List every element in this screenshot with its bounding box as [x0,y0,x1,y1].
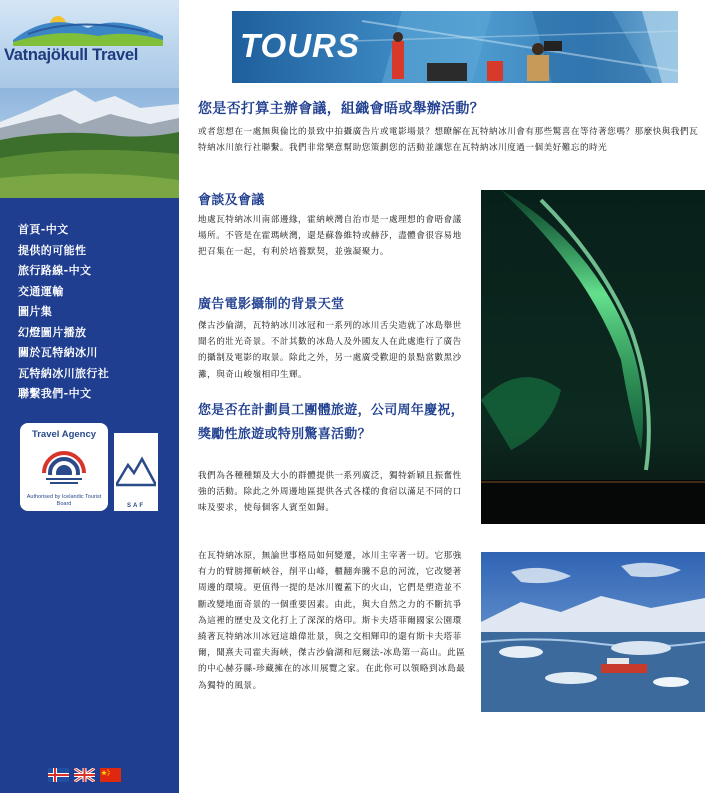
nav-item-home[interactable]: 首頁-中文 [18,223,69,236]
travel-agency-badge-subtitle: Authorised by Icelandic Tourist Board [26,494,102,507]
nav-item-gallery[interactable]: 圖片集 [18,305,53,318]
nav-item-contact[interactable]: 聯繫我們-中文 [18,387,92,400]
iceland-flag-icon[interactable] [48,768,69,782]
film-title: 廣告電影攝制的背景天堂 [198,297,345,312]
nav-item-possibilities[interactable]: 提供的可能性 [18,243,87,257]
language-flags [48,768,121,782]
intro-title: 您是否打算主辦會議，組織會晤或舉辦活動？ [198,101,484,117]
meetings-title: 會談及會議 [198,193,265,208]
intro-text: 或者您想在一處無與倫比的景致中拍攝廣告片或電影場景？想瞭解在瓦特納冰川會有那些驚喜在等待著您嗎？那麼快與我們瓦特納冰川旅行社聯繫。我們非常樂意幫助您策劃您的活動並讓您在瓦特納冰川度過一個美好難忘的時光 [198,127,699,154]
travel-agency-badge-title: Travel Agency [31,429,97,440]
logo-emblem-icon [8,6,168,46]
events-text: 我們為各種種類及大小的群體提供一系列廣泛，獨特新穎且振奮性強的活動。除此之外周邊地區提供各式各樣的食宿以滿足不同的口味及要求，使每個客人賓至如歸。 [198,471,462,514]
nav-item-slideshow[interactable]: 幻燈圖片播放 [18,325,87,339]
tourist-board-emblem-icon [40,443,88,491]
banner-title: TOURS [240,27,360,64]
meetings-text: 地處瓦特納冰川南部邊緣，霍納峽灣自治市是一處理想的會晤會議場所。不管是在霍瑪峽灣，還是蘇魯維特或赫莎，盡體會很容易地把召集在一起，有利於培養默契，並強凝聚力。 [198,215,462,258]
glacier-lagoon-photo [481,552,705,712]
saf-badge [114,433,158,511]
nav-item-agency[interactable]: 瓦特納冰川旅行社 [18,366,110,380]
nav-item-tours[interactable]: 旅行路線-中文 [18,264,92,277]
sidebar [0,0,179,793]
china-flag-icon[interactable] [100,768,121,782]
logo[interactable] [0,0,179,88]
tours-banner [232,11,678,83]
mountain-photo [0,88,179,198]
nav-item-about-glacier[interactable]: 關於瓦特納冰川 [18,346,98,359]
travel-agency-badge [20,423,108,511]
nav-item-transport[interactable]: 交通運輸 [18,284,64,298]
nature-text: 在瓦特納冰原，無論世事格局如何變遷，冰川主宰著一切。它那強有力的臂膀揮斬峽谷，削平山峰，櫃翻奔騰不息的河流，它改變著周邊的環境。更值得一提的是冰川覆蓋下的火山，它們是塑造並不斷改變地面奇景的一個重要因素。由此，與大自然之力的不斷抗爭為這裡的歷史及文化打上了深深的烙印。斯卡夫塔菲爾國家公園環繞著瓦特納冰川冰冠這雄偉壯景，與之交相輝印的還有斯卡夫塔菲爾，聞熹夫司霍夫海峽，傑古沙倫湖和厄爾法-冰島第一高山。此區的中心赫芬縣-珍藏擁在的冰川展覽之家。在此你可以領略到冰島最為獨特的風景。 [198,551,466,691]
main-navigation [18,220,109,405]
aurora-photo [481,190,705,524]
events-title: 您是否在計劃員工團體旅遊，公司周年慶祝，獎勵性旅遊或特別驚喜活動？ [198,403,465,442]
saf-label: SAF [127,503,145,509]
logo-text: Vatnajökull Travel [4,46,138,64]
film-text: 傑古沙倫湖，瓦特納冰川冰冠和一系列的冰川舌尖造就了冰島舉世聞名的壯光奇景。不計其數的冰島人及外國友人在此處進行了廣告的攝制及電影的取景。除此之外，另一處廣受歡迎的景點當數黑沙灘，與奇山峻嶺相印生輝。 [198,321,462,380]
uk-flag-icon[interactable] [74,768,95,782]
saf-mountain-icon [116,451,156,491]
